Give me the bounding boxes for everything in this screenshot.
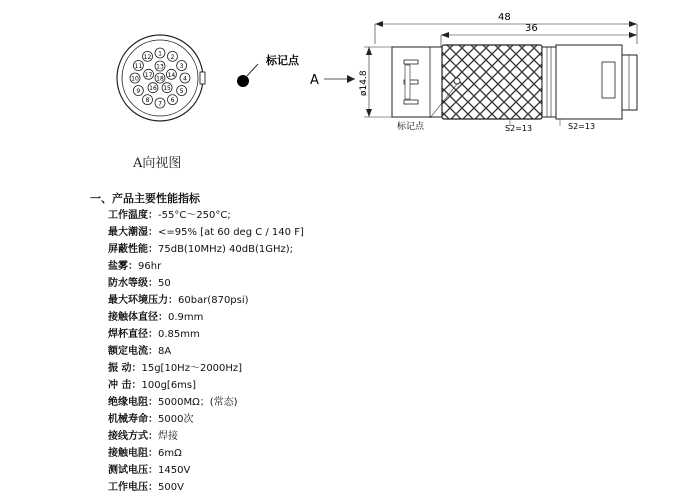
dim-diameter-label: ø14.8: [359, 70, 369, 96]
spec-key: 焊杯直径：: [108, 329, 158, 340]
spec-row: [108, 479, 304, 496]
spec-row: [108, 394, 304, 411]
spec-value: 1450V: [158, 465, 191, 476]
spec-value: 6mΩ: [158, 448, 182, 459]
view-caption: A向视图: [133, 156, 182, 171]
spec-row: [108, 428, 304, 445]
dim-overall-label: 48: [498, 12, 511, 23]
spec-value: 75dB(10MHz) 40dB(1GHz);: [158, 244, 294, 255]
spec-row: [108, 224, 304, 241]
contact-pin-label: 1: [158, 50, 162, 58]
contact-pin-label: 10: [131, 75, 139, 83]
contact-pin-label: 9: [136, 88, 141, 95]
spec-key: 最大环境压力：: [108, 295, 178, 306]
spec-row: [108, 445, 304, 462]
spec-value: 焊接: [158, 431, 178, 442]
spec-row: [108, 275, 304, 292]
spec-value: 60bar(870psi): [178, 295, 249, 306]
spec-row: [108, 462, 304, 479]
mark-label-bottom: 标记点: [397, 122, 425, 132]
contact-pin-label: 11: [134, 63, 143, 70]
spec-key: 最大潮湿：: [108, 227, 158, 238]
spec-value: 500V: [158, 482, 184, 493]
mark-point: [237, 53, 300, 87]
spec-key: 振 动：: [108, 363, 142, 374]
spec-row: [108, 360, 304, 377]
contact-pin-label: 6: [170, 97, 175, 105]
spec-value: 96hr: [138, 261, 162, 272]
spec-row: [108, 326, 304, 343]
spec-value: 0.9mm: [168, 312, 204, 323]
contact-pin-label: 2: [170, 53, 175, 61]
spec-key: 测试电压：: [108, 465, 158, 476]
spec-key: 盐雾：: [108, 261, 138, 272]
spec-row: [108, 377, 304, 394]
spec-key: 额定电流：: [108, 346, 158, 357]
spec-value: 8A: [158, 346, 172, 357]
front-view: [117, 35, 205, 121]
spec-value: -55°C～250°C;: [158, 210, 231, 221]
spec-key: 绝缘电阻：: [108, 397, 158, 408]
contact-pin-label: 4: [183, 75, 187, 83]
spec-key: 冲 击：: [108, 380, 142, 391]
contact-pin-label: 3: [179, 63, 184, 70]
wrench-size-2-label: S2=13: [568, 122, 596, 131]
contact-pin-label: 7: [158, 100, 162, 108]
contact-pin-label: 18: [156, 75, 164, 83]
spec-key: 工作电压：: [108, 482, 158, 493]
spec-key: 接触电阻：: [108, 448, 158, 459]
spec-row: [108, 207, 304, 224]
contact-pin-label: 13: [156, 63, 164, 71]
spec-row: [108, 411, 304, 428]
spec-key: 接线方式：: [108, 431, 158, 442]
spec-key: 屏蔽性能：: [108, 244, 158, 255]
spec-row: [108, 343, 304, 360]
spec-value: 5000次: [158, 414, 194, 425]
mark-label: 标记点: [266, 54, 299, 67]
contact-pin-label: 8: [145, 97, 150, 105]
view-arrow-label: A: [310, 73, 319, 88]
spec-key: 防水等级：: [108, 278, 158, 289]
contact-pin-label: 14: [167, 71, 176, 79]
spec-section-title: 一、产品主要性能指标: [90, 192, 200, 205]
dim-body-label: 36: [525, 23, 538, 34]
wrench-size-1-label: S2=13: [505, 124, 533, 133]
spec-key: 接触体直径：: [108, 312, 168, 323]
spec-value: 100g[6ms]: [141, 380, 197, 391]
spec-value: 0.85mm: [158, 329, 200, 340]
contact-pin-label: 17: [144, 71, 153, 79]
spec-list: [108, 207, 304, 496]
view-arrow: [310, 73, 355, 88]
spec-row: [108, 241, 304, 258]
spec-value: 5000MΩ；(常态): [158, 397, 238, 408]
spec-value: 50: [158, 278, 171, 289]
spec-value: <=95% [at 60 deg C / 140 F]: [158, 227, 304, 238]
spec-value: 15g[10Hz～2000Hz]: [141, 363, 243, 374]
spec-key: 机械寿命：: [108, 414, 158, 425]
technical-drawing: [0, 0, 691, 150]
contact-pin-label: 12: [143, 53, 152, 61]
mark-dot-icon: [237, 75, 249, 87]
side-view: [359, 12, 637, 133]
spec-row: [108, 292, 304, 309]
spec-row: [108, 258, 304, 275]
spec-row: [108, 309, 304, 326]
spec-key: 工作温度：: [108, 210, 158, 221]
contact-pin-label: 16: [149, 85, 157, 93]
contact-pin-label: 15: [163, 85, 171, 93]
contact-pin-label: 5: [179, 88, 184, 95]
